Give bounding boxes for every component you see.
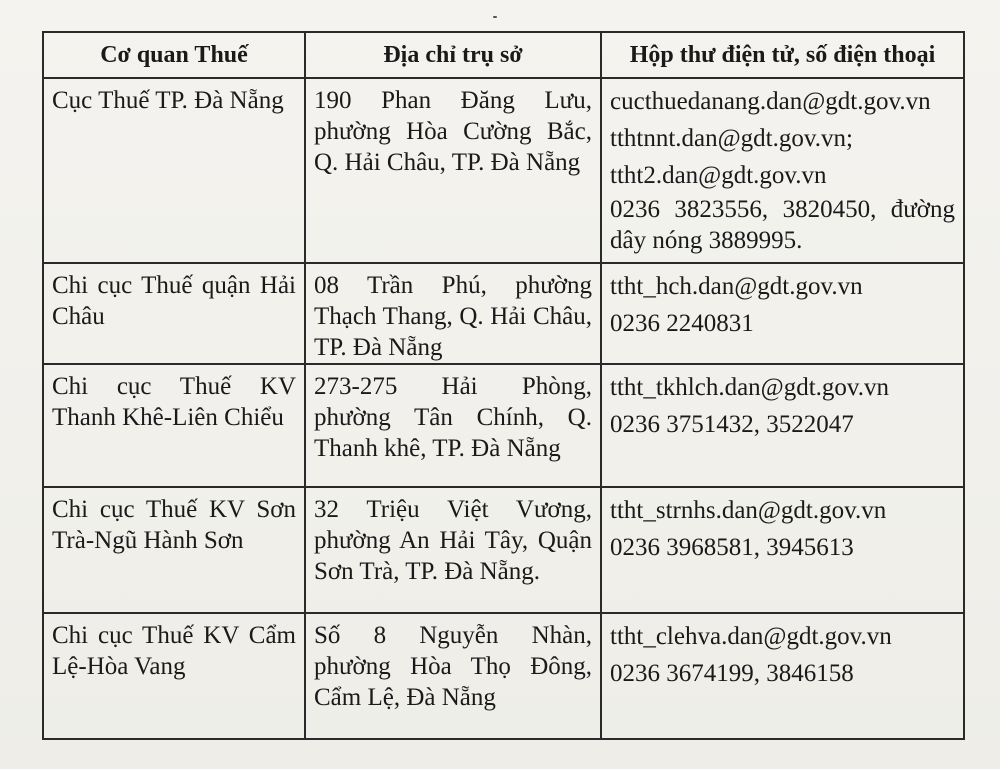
header-address: Địa chỉ trụ sở: [305, 32, 601, 78]
scan-speck: [493, 16, 497, 18]
agency-cell: [43, 487, 305, 613]
agency-name: Chi cục Thuế KV Cẩm Lệ-Hòa Vang: [52, 622, 296, 680]
contact-cell: [601, 263, 964, 364]
address-text: 190 Phan Đăng Lưu, phường Hòa Cường Bắc, Q. Hải Châu, TP. Đà Nẵng: [314, 87, 592, 176]
address-cell: [305, 487, 601, 613]
agency-name: Cục Thuế TP. Đà Nẵng: [52, 87, 284, 114]
agency-cell: [43, 613, 305, 739]
email-text: ttht_strnhs.dan@gdt.gov.vn: [610, 497, 887, 524]
header-contact: Hộp thư điện tử, số điện thoại: [601, 32, 964, 78]
email-text: ttht2.dan@gdt.gov.vn: [610, 162, 827, 189]
contact-cell: [601, 364, 964, 487]
phone-text: 0236 2240831: [610, 310, 754, 337]
address-cell: [305, 78, 601, 263]
table-row: [43, 78, 964, 263]
phone-text: 0236 3674199, 3846158: [610, 660, 854, 687]
address-cell: [305, 263, 601, 364]
contact-cell: [601, 487, 964, 613]
email-text: cucthuedanang.dan@gdt.gov.vn: [610, 88, 931, 115]
agency-name: Chi cục Thuế KV Sơn Trà-Ngũ Hành Sơn: [52, 496, 296, 554]
agency-name: Chi cục Thuế quận Hải Châu: [52, 272, 296, 330]
header-agency: Cơ quan Thuế: [43, 32, 305, 78]
address-text: 273-275 Hải Phòng, phường Tân Chính, Q. Thanh khê, TP. Đà Nẵng: [314, 373, 592, 462]
table-row: [43, 364, 964, 487]
email-text: ttht_tkhlch.dan@gdt.gov.vn: [610, 374, 890, 401]
phone-text: 0236 3751432, 3522047: [610, 411, 854, 438]
address-text: Số 8 Nguyễn Nhàn, phường Hòa Thọ Đông, Cẩm Lệ, Đà Nẵng: [314, 622, 592, 711]
address-text: 32 Triệu Việt Vương, phường An Hải Tây, Quận Sơn Trà, TP. Đà Nẵng.: [314, 496, 592, 585]
address-cell: [305, 613, 601, 739]
email-text: ttht_clehva.dan@gdt.gov.vn: [610, 623, 892, 650]
contact-cell: [601, 78, 964, 263]
table-header-row: [43, 32, 964, 78]
table-row: [43, 613, 964, 739]
contact-cell: [601, 613, 964, 739]
address-text: 08 Trần Phú, phường Thạch Thang, Q. Hải Châu, TP. Đà Nẵng: [314, 272, 592, 361]
agency-cell: [43, 364, 305, 487]
table-row: [43, 263, 964, 364]
agency-cell: [43, 263, 305, 364]
tax-office-table: [42, 31, 965, 740]
phone-text: 0236 3968581, 3945613: [610, 534, 854, 561]
phone-text: 0236 3823556, 3820450, đường dây nóng 3889995.: [610, 196, 955, 254]
agency-cell: [43, 78, 305, 263]
table-row: [43, 487, 964, 613]
email-text: tthtnnt.dan@gdt.gov.vn;: [610, 125, 853, 152]
address-cell: [305, 364, 601, 487]
email-text: ttht_hch.dan@gdt.gov.vn: [610, 273, 863, 300]
agency-name: Chi cục Thuế KV Thanh Khê-Liên Chiểu: [52, 373, 296, 431]
